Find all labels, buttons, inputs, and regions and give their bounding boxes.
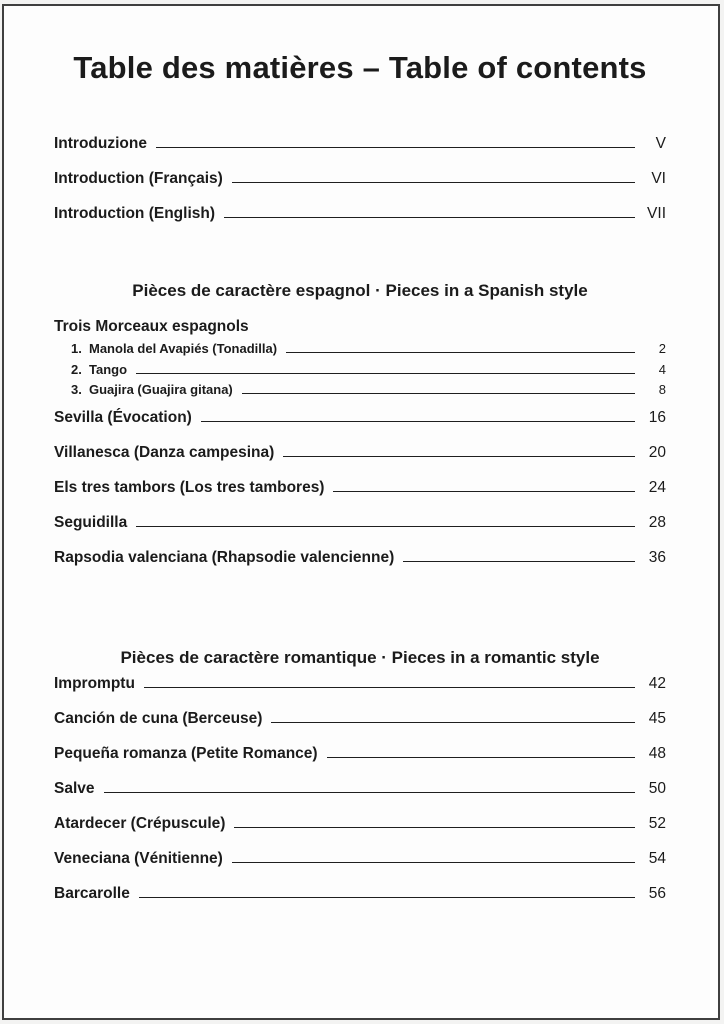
sub-entry-number: 3. [71, 382, 82, 397]
toc-entry [54, 815, 666, 850]
toc-entry-label: Manola del Avapiés (Tonadilla) [89, 341, 278, 356]
page-number: 52 [648, 814, 666, 832]
toc-entry-label: Rapsodia valenciana (Rhapsodie valencienne) [54, 548, 395, 566]
leader-line [242, 389, 635, 394]
leader-line [201, 417, 635, 422]
toc-sub-entry [54, 382, 666, 403]
toc-entry [54, 409, 666, 444]
page-number: 54 [648, 849, 666, 867]
section-heading-spanish: Pièces de caractère espagnol · Pieces in a Spanish style [132, 281, 588, 300]
page-content [4, 49, 718, 920]
leader-line [139, 893, 635, 898]
toc-entry-label: Seguidilla [54, 513, 128, 531]
leader-line [136, 369, 635, 374]
sub-entry-number: 1. [71, 341, 82, 356]
page-number: 24 [648, 478, 666, 496]
toc-entry [54, 675, 666, 710]
page-number: 20 [648, 443, 666, 461]
leader-line [271, 718, 635, 723]
sub-entry-list [54, 341, 666, 403]
toc-entry [54, 885, 666, 920]
leader-line [327, 753, 635, 758]
leader-line [232, 178, 635, 183]
leader-line [234, 823, 635, 828]
page-number: 36 [648, 548, 666, 566]
page-number: 56 [648, 884, 666, 902]
page-number: 48 [648, 744, 666, 762]
toc-entry [54, 780, 666, 815]
page-number: 28 [648, 513, 666, 531]
toc-entry-label: Veneciana (Vénitienne) [54, 849, 223, 867]
section-heading-romantic: Pièces de caractère romantique · Pieces in a romantic style [120, 647, 600, 667]
toc-entry [54, 745, 666, 780]
toc-entry-label: Tango [89, 361, 128, 377]
toc-entry [54, 135, 666, 170]
page-number: 50 [648, 779, 666, 797]
page-title: Table des matières – Table of contents [73, 50, 647, 85]
leader-line [156, 143, 635, 148]
toc-entry-label: Pequeña romanza (Petite Romance) [54, 744, 318, 762]
spanish-entry-list [54, 409, 666, 584]
toc-entry-label: Barcarolle [54, 884, 130, 902]
toc-entry [54, 850, 666, 885]
front-matter-list [54, 135, 666, 240]
toc-entry-label: Impromptu [54, 674, 135, 692]
toc-sub-entry [54, 362, 666, 383]
toc-entry [54, 444, 666, 479]
toc-entry [54, 710, 666, 745]
toc-entry [54, 514, 666, 549]
toc-entry [54, 170, 666, 205]
leader-line [286, 348, 635, 353]
toc-sub-entry [54, 341, 666, 362]
toc-entry-label: Atardecer (Crépuscule) [54, 814, 226, 832]
toc-entry-label: Sevilla (Évocation) [54, 408, 192, 426]
page-number: 4 [658, 361, 666, 377]
sub-entry-number: 2. [71, 361, 82, 377]
page-number: V [655, 135, 666, 152]
page-number: 42 [648, 674, 666, 692]
page-number: VII [647, 205, 666, 222]
toc-entry-label: Els tres tambors (Los tres tambores) [54, 478, 325, 496]
romantic-entry-list [54, 675, 666, 920]
page-number: 2 [658, 341, 666, 356]
leader-line [333, 487, 635, 492]
page-number: 8 [658, 382, 666, 397]
toc-entry-label: Introduction (English) [54, 205, 216, 222]
leader-line [144, 683, 635, 688]
group-title: Trois Morceaux espagnols [54, 318, 249, 335]
toc-entry-label: Canción de cuna (Berceuse) [54, 709, 263, 727]
page-number: VI [651, 170, 666, 187]
leader-line [224, 213, 635, 218]
leader-line [104, 788, 635, 793]
leader-line [403, 557, 635, 562]
page-number: 45 [648, 709, 666, 727]
toc-entry-label: Introduzione [54, 135, 147, 152]
toc-entry-label: Villanesca (Danza campesina) [54, 443, 275, 461]
document-page [2, 4, 720, 1020]
leader-line [232, 858, 635, 863]
toc-entry-label: Introduction (Français) [54, 170, 223, 187]
page-number: 16 [648, 408, 666, 426]
toc-entry [54, 205, 666, 240]
toc-entry-label: Salve [54, 779, 95, 797]
toc-entry [54, 479, 666, 514]
leader-line [283, 452, 635, 457]
toc-entry-label: Guajira (Guajira gitana) [89, 382, 233, 397]
leader-line [136, 522, 635, 527]
toc-entry [54, 549, 666, 584]
